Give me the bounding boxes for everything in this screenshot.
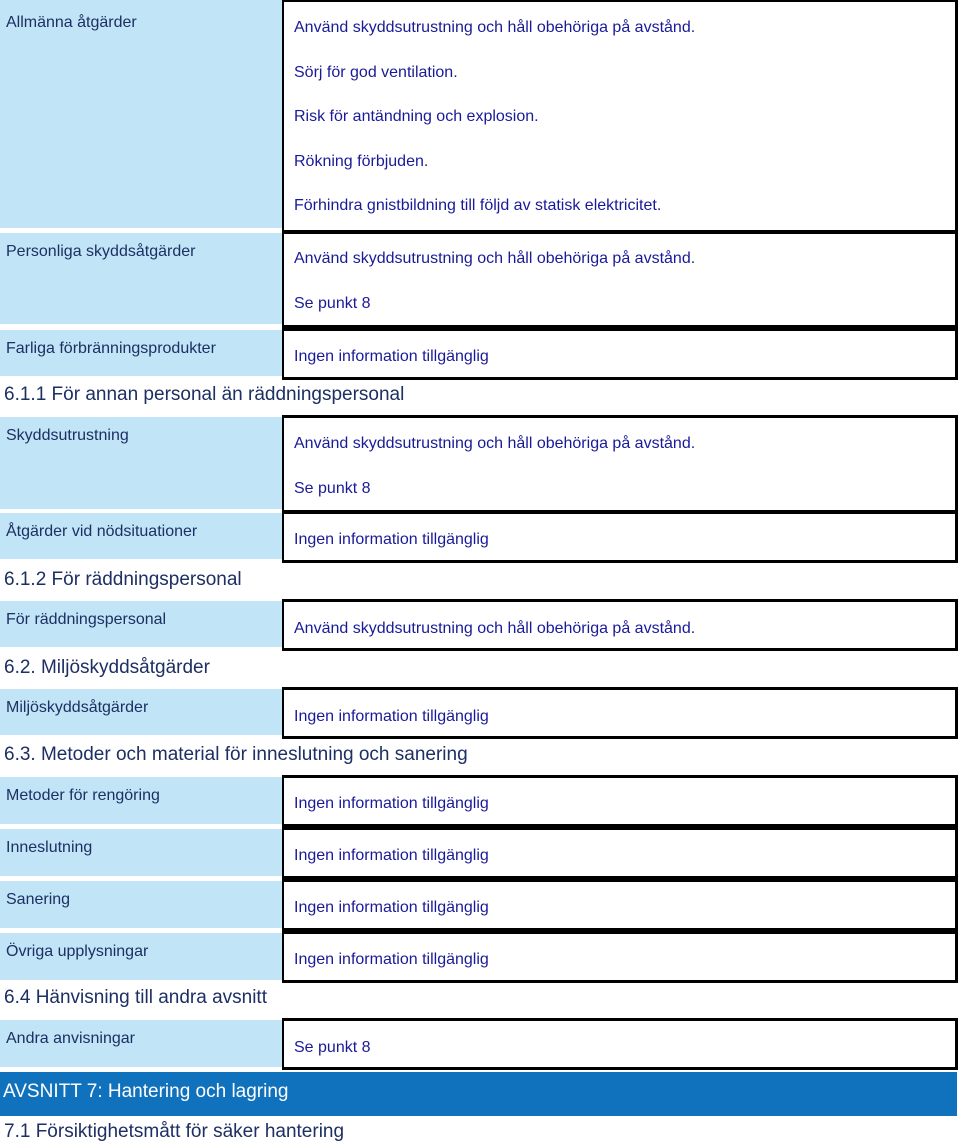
value-line: Använd skyddsutrustning och håll obehöriga på avstånd.	[294, 19, 696, 36]
value-line: Se punkt 8	[294, 480, 371, 497]
value-sanitation	[282, 879, 958, 931]
section-heading-6-4: 6.4 Hänvisning till andra avsnitt	[4, 987, 267, 1008]
value-line: Ingen information tillgänglig	[294, 531, 489, 548]
value-line: Använd skyddsutrustning och håll obehöriga på avstånd.	[294, 620, 696, 637]
value-line: Ingen information tillgänglig	[294, 348, 489, 365]
value-line: Risk för antändning och explosion.	[294, 108, 539, 125]
label-text: Andra anvisningar	[6, 1030, 135, 1047]
label-text: Skyddsutrustning	[6, 427, 129, 444]
value-line: Se punkt 8	[294, 295, 371, 312]
value-line: Ingen information tillgänglig	[294, 795, 489, 812]
value-line: Förhindra gnistbildning till följd av statisk elektricitet.	[294, 197, 662, 214]
value-line: Sörj för god ventilation.	[294, 64, 458, 81]
value-line: Ingen information tillgänglig	[294, 847, 489, 864]
section-heading-6-2: 6.2. Miljöskyddsåtgärder	[4, 657, 210, 678]
value-emergency-measures	[282, 511, 958, 563]
section-heading-6-1-2: 6.1.2 För räddningspersonal	[4, 569, 242, 590]
value-line: Ingen information tillgänglig	[294, 899, 489, 916]
label-text: Åtgärder vid nödsituationer	[6, 523, 198, 540]
label-text: Personliga skyddsåtgärder	[6, 243, 196, 260]
value-rescue-personnel	[282, 599, 958, 651]
label-combustion-products	[0, 330, 282, 376]
label-text: Miljöskyddsåtgärder	[6, 699, 149, 716]
label-text: För räddningspersonal	[6, 611, 167, 628]
value-environmental-measures	[282, 687, 958, 739]
label-containment	[0, 829, 282, 876]
section-heading-6-1-1: 6.1.1 För annan personal än räddningspersonal	[4, 384, 405, 405]
label-other-references	[0, 1020, 282, 1067]
value-line: Se punkt 8	[294, 1039, 371, 1056]
value-line: Använd skyddsutrustning och håll obehöriga på avstånd.	[294, 250, 696, 267]
value-line: Ingen information tillgänglig	[294, 708, 489, 725]
label-text: Metoder för rengöring	[6, 787, 160, 804]
value-other-information	[282, 931, 958, 983]
value-personal-protection	[282, 231, 958, 328]
section-banner-7: AVSNITT 7: Hantering och lagring	[0, 1072, 957, 1116]
label-protective-equipment	[0, 417, 282, 509]
value-general-measures	[282, 0, 958, 233]
label-environmental-measures	[0, 689, 282, 735]
value-containment	[282, 827, 958, 879]
value-other-references	[282, 1018, 958, 1070]
label-personal-protection	[0, 233, 282, 324]
label-general-measures	[0, 0, 282, 228]
value-combustion-products	[282, 328, 958, 380]
label-sanitation	[0, 881, 282, 928]
value-protective-equipment	[282, 415, 958, 513]
section-heading-6-3: 6.3. Metoder och material för inneslutning och sanering	[4, 744, 468, 765]
section-heading-7-1: 7.1 Försiktighetsmått för säker hantering	[4, 1121, 345, 1142]
value-line: Ingen information tillgänglig	[294, 951, 489, 968]
label-text: Övriga upplysningar	[6, 943, 149, 960]
value-line: Rökning förbjuden.	[294, 153, 429, 170]
label-text: Allmänna åtgärder	[6, 14, 137, 31]
label-cleaning-methods	[0, 777, 282, 824]
label-text: Sanering	[6, 891, 71, 908]
label-other-information	[0, 933, 282, 980]
label-emergency-measures	[0, 513, 282, 559]
label-text: Inneslutning	[6, 839, 93, 856]
label-text: Farliga förbränningsprodukter	[6, 340, 216, 357]
value-line: Använd skyddsutrustning och håll obehöriga på avstånd.	[294, 435, 696, 452]
label-rescue-personnel	[0, 601, 282, 647]
value-cleaning-methods	[282, 775, 958, 827]
